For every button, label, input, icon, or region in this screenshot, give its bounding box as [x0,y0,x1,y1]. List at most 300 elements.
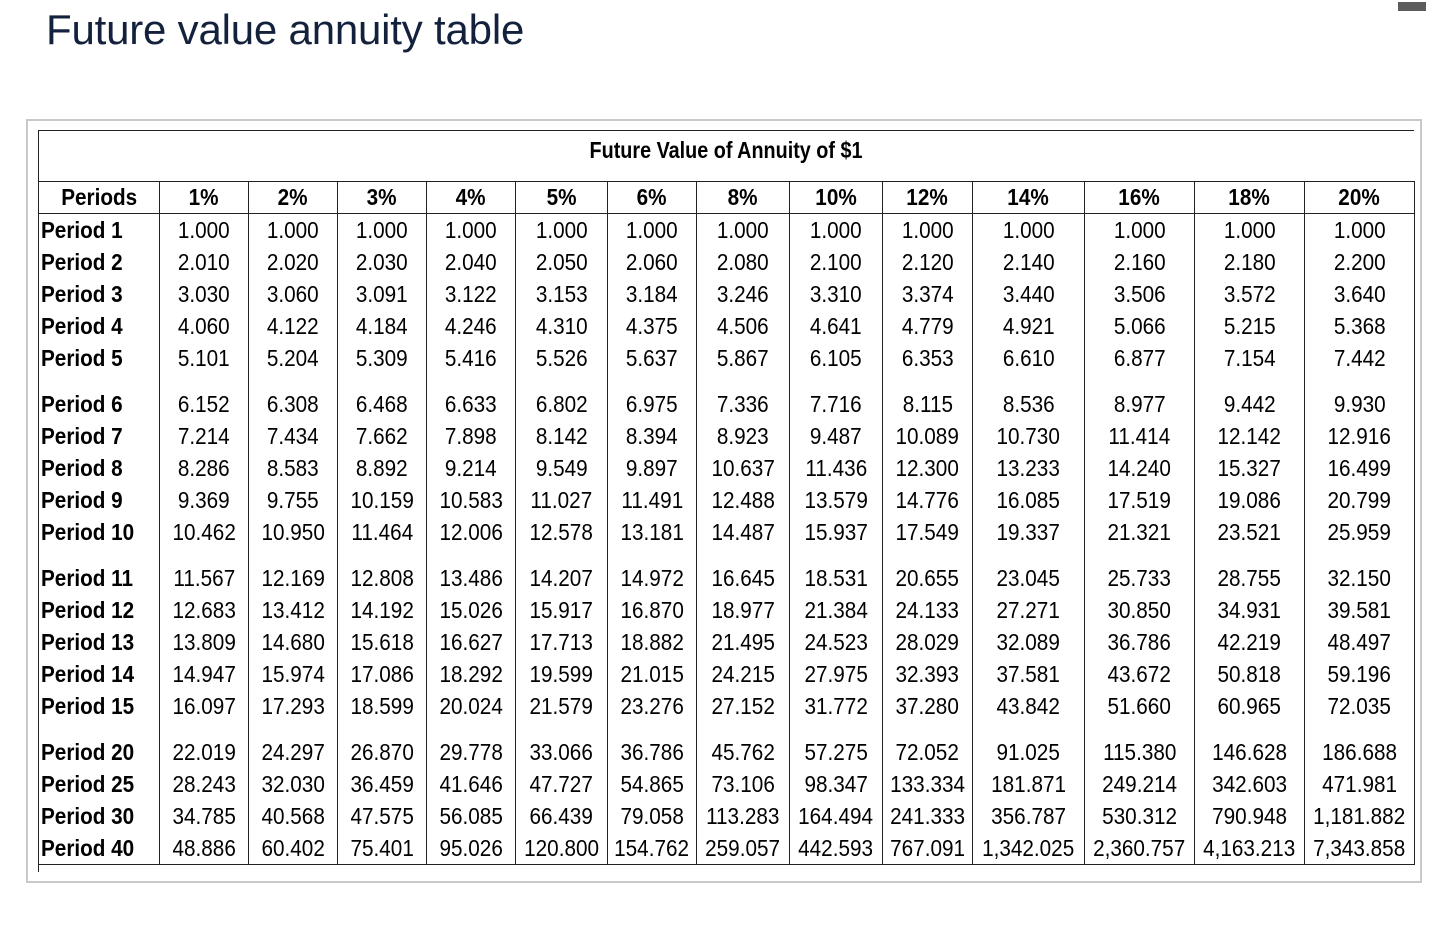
value-cell: 16.645 [697,548,790,594]
rate-header: 20% [1305,182,1415,214]
value-cell: 2.050 [516,246,608,278]
table-row [39,548,1415,594]
period-label: Period 2 [39,246,160,278]
value-cell: 249.214 [1085,768,1195,800]
value-cell: 181.871 [973,768,1085,800]
value-cell: 10.637 [697,452,790,484]
value-cell: 54.865 [608,768,697,800]
value-cell: 530.312 [1085,800,1195,832]
value-cell: 4.506 [697,310,790,342]
value-cell: 4.246 [427,310,516,342]
table-row [39,452,1415,484]
value-cell: 1.000 [1305,214,1415,247]
value-cell: 4.310 [516,310,608,342]
value-cell: 15.974 [249,658,338,690]
value-cell: 12.300 [883,452,973,484]
value-cell: 40.568 [249,800,338,832]
value-cell: 2.020 [249,246,338,278]
periods-header: Periods [39,182,160,214]
value-cell: 9.549 [516,452,608,484]
value-cell: 4.921 [973,310,1085,342]
value-cell: 6.802 [516,374,608,420]
value-cell: 28.243 [160,768,249,800]
value-cell: 73.106 [697,768,790,800]
period-label: Period 12 [39,594,160,626]
value-cell: 7.898 [427,420,516,452]
value-cell: 27.975 [790,658,883,690]
table-row [39,768,1415,800]
value-cell: 2.180 [1195,246,1305,278]
value-cell: 24.523 [790,626,883,658]
value-cell: 1.000 [790,214,883,247]
value-cell: 23.276 [608,690,697,722]
value-cell: 37.581 [973,658,1085,690]
value-cell: 20.024 [427,690,516,722]
value-cell: 2.200 [1305,246,1415,278]
value-cell: 5.416 [427,342,516,374]
value-cell: 12.916 [1305,420,1415,452]
value-cell: 60.402 [249,832,338,865]
value-cell: 9.487 [790,420,883,452]
value-cell: 115.380 [1085,722,1195,768]
minimize-icon[interactable] [1398,2,1426,11]
value-cell: 16.870 [608,594,697,626]
value-cell: 17.519 [1085,484,1195,516]
value-cell: 13.181 [608,516,697,548]
value-cell: 7.716 [790,374,883,420]
period-label: Period 15 [39,690,160,722]
value-cell: 11.567 [160,548,249,594]
value-cell: 34.785 [160,800,249,832]
table-row [39,800,1415,832]
period-label: Period 9 [39,484,160,516]
value-cell: 47.727 [516,768,608,800]
value-cell: 8.583 [249,452,338,484]
value-cell: 56.085 [427,800,516,832]
value-cell: 3.506 [1085,278,1195,310]
value-cell: 30.850 [1085,594,1195,626]
value-cell: 50.818 [1195,658,1305,690]
value-cell: 21.015 [608,658,697,690]
value-cell: 5.867 [697,342,790,374]
value-cell: 5.526 [516,342,608,374]
rate-header: 10% [790,182,883,214]
value-cell: 7.442 [1305,342,1415,374]
value-cell: 241.333 [883,800,973,832]
value-cell: 113.283 [697,800,790,832]
value-cell: 186.688 [1305,722,1415,768]
rate-header: 12% [883,182,973,214]
page-title: Future value annuity table [46,6,525,53]
value-cell: 32.089 [973,626,1085,658]
table-row [39,420,1415,452]
value-cell: 1.000 [973,214,1085,247]
value-cell: 11.436 [790,452,883,484]
period-label: Period 30 [39,800,160,832]
value-cell: 2.060 [608,246,697,278]
period-label: Period 7 [39,420,160,452]
value-cell: 1.000 [338,214,427,247]
value-cell: 31.772 [790,690,883,722]
value-cell: 16.085 [973,484,1085,516]
value-cell: 6.468 [338,374,427,420]
table-row [39,310,1415,342]
value-cell: 15.937 [790,516,883,548]
value-cell: 1.000 [249,214,338,247]
table-row [39,342,1415,374]
value-cell: 1.000 [1195,214,1305,247]
value-cell: 20.655 [883,548,973,594]
period-label: Period 5 [39,342,160,374]
value-cell: 9.755 [249,484,338,516]
value-cell: 15.618 [338,626,427,658]
value-cell: 11.414 [1085,420,1195,452]
value-cell: 4.375 [608,310,697,342]
value-cell: 25.959 [1305,516,1415,548]
value-cell: 7,343.858 [1305,832,1415,865]
value-cell: 37.280 [883,690,973,722]
value-cell: 3.122 [427,278,516,310]
value-cell: 14.947 [160,658,249,690]
value-cell: 10.950 [249,516,338,548]
value-cell: 24.297 [249,722,338,768]
value-cell: 8.977 [1085,374,1195,420]
value-cell: 51.660 [1085,690,1195,722]
value-cell: 4,163.213 [1195,832,1305,865]
value-cell: 14.972 [608,548,697,594]
value-cell: 2.160 [1085,246,1195,278]
value-cell: 11.027 [516,484,608,516]
table-body [39,214,1415,865]
period-label: Period 25 [39,768,160,800]
value-cell: 20.799 [1305,484,1415,516]
value-cell: 98.347 [790,768,883,800]
value-cell: 66.439 [516,800,608,832]
value-cell: 5.215 [1195,310,1305,342]
value-cell: 18.599 [338,690,427,722]
value-cell: 14.487 [697,516,790,548]
value-cell: 6.610 [973,342,1085,374]
value-cell: 33.066 [516,722,608,768]
value-cell: 8.286 [160,452,249,484]
rate-header: 16% [1085,182,1195,214]
value-cell: 32.030 [249,768,338,800]
value-cell: 120.800 [516,832,608,865]
value-cell: 5.204 [249,342,338,374]
value-cell: 8.536 [973,374,1085,420]
period-label: Period 40 [39,832,160,865]
value-cell: 19.599 [516,658,608,690]
value-cell: 1.000 [427,214,516,247]
value-cell: 16.627 [427,626,516,658]
value-cell: 23.045 [973,548,1085,594]
value-cell: 13.233 [973,452,1085,484]
value-cell: 8.115 [883,374,973,420]
value-cell: 3.060 [249,278,338,310]
period-label: Period 10 [39,516,160,548]
period-label: Period 6 [39,374,160,420]
rate-header: 6% [608,182,697,214]
rate-header: 14% [973,182,1085,214]
value-cell: 10.462 [160,516,249,548]
value-cell: 19.337 [973,516,1085,548]
value-cell: 79.058 [608,800,697,832]
rate-header: 18% [1195,182,1305,214]
value-cell: 17.086 [338,658,427,690]
period-label: Period 20 [39,722,160,768]
value-cell: 14.680 [249,626,338,658]
value-cell: 10.730 [973,420,1085,452]
value-cell: 42.219 [1195,626,1305,658]
value-cell: 9.214 [427,452,516,484]
value-cell: 14.192 [338,594,427,626]
table-row [39,374,1415,420]
value-cell: 28.755 [1195,548,1305,594]
value-cell: 2.140 [973,246,1085,278]
value-cell: 13.809 [160,626,249,658]
value-cell: 15.026 [427,594,516,626]
period-label: Period 14 [39,658,160,690]
value-cell: 14.207 [516,548,608,594]
value-cell: 57.275 [790,722,883,768]
value-cell: 767.091 [883,832,973,865]
value-cell: 1.000 [608,214,697,247]
value-cell: 3.030 [160,278,249,310]
value-cell: 18.977 [697,594,790,626]
value-cell: 11.464 [338,516,427,548]
table-row [39,658,1415,690]
value-cell: 259.057 [697,832,790,865]
table-row [39,278,1415,310]
value-cell: 18.531 [790,548,883,594]
rate-header: 4% [427,182,516,214]
value-cell: 12.142 [1195,420,1305,452]
annuity-table [38,181,1415,865]
value-cell: 8.142 [516,420,608,452]
value-cell: 72.035 [1305,690,1415,722]
value-cell: 29.778 [427,722,516,768]
value-cell: 39.581 [1305,594,1415,626]
value-cell: 3.310 [790,278,883,310]
value-cell: 10.089 [883,420,973,452]
value-cell: 14.240 [1085,452,1195,484]
value-cell: 7.154 [1195,342,1305,374]
value-cell: 21.495 [697,626,790,658]
value-cell: 32.150 [1305,548,1415,594]
value-cell: 22.019 [160,722,249,768]
value-cell: 2,360.757 [1085,832,1195,865]
value-cell: 3.440 [973,278,1085,310]
period-label: Period 8 [39,452,160,484]
table-row [39,594,1415,626]
value-cell: 3.246 [697,278,790,310]
header-row [39,182,1415,214]
value-cell: 95.026 [427,832,516,865]
value-cell: 6.877 [1085,342,1195,374]
rate-header: 3% [338,182,427,214]
rate-header: 2% [249,182,338,214]
value-cell: 21.321 [1085,516,1195,548]
value-cell: 5.066 [1085,310,1195,342]
value-cell: 3.640 [1305,278,1415,310]
value-cell: 790.948 [1195,800,1305,832]
value-cell: 4.779 [883,310,973,342]
table-row [39,516,1415,548]
value-cell: 3.572 [1195,278,1305,310]
value-cell: 154.762 [608,832,697,865]
value-cell: 2.030 [338,246,427,278]
value-cell: 36.786 [1085,626,1195,658]
value-cell: 2.010 [160,246,249,278]
value-cell: 146.628 [1195,722,1305,768]
value-cell: 6.353 [883,342,973,374]
value-cell: 7.434 [249,420,338,452]
value-cell: 13.486 [427,548,516,594]
period-label: Period 13 [39,626,160,658]
value-cell: 11.491 [608,484,697,516]
value-cell: 17.293 [249,690,338,722]
table-row [39,722,1415,768]
value-cell: 8.394 [608,420,697,452]
value-cell: 45.762 [697,722,790,768]
value-cell: 1.000 [883,214,973,247]
value-cell: 48.886 [160,832,249,865]
value-cell: 17.549 [883,516,973,548]
value-cell: 2.040 [427,246,516,278]
value-cell: 17.713 [516,626,608,658]
value-cell: 25.733 [1085,548,1195,594]
value-cell: 342.603 [1195,768,1305,800]
value-cell: 12.578 [516,516,608,548]
value-cell: 1,342.025 [973,832,1085,865]
value-cell: 19.086 [1195,484,1305,516]
value-cell: 8.892 [338,452,427,484]
rate-header: 8% [697,182,790,214]
value-cell: 28.029 [883,626,973,658]
value-cell: 1.000 [516,214,608,247]
value-cell: 9.442 [1195,374,1305,420]
table-caption: Future Value of Annuity of $1 [589,137,863,163]
value-cell: 15.327 [1195,452,1305,484]
table-row [39,690,1415,722]
value-cell: 10.583 [427,484,516,516]
value-cell: 10.159 [338,484,427,516]
value-cell: 18.292 [427,658,516,690]
value-cell: 2.080 [697,246,790,278]
value-cell: 9.369 [160,484,249,516]
table-row [39,246,1415,278]
value-cell: 2.100 [790,246,883,278]
value-cell: 6.308 [249,374,338,420]
value-cell: 59.196 [1305,658,1415,690]
value-cell: 18.882 [608,626,697,658]
value-cell: 72.052 [883,722,973,768]
value-cell: 43.672 [1085,658,1195,690]
value-cell: 14.776 [883,484,973,516]
value-cell: 12.169 [249,548,338,594]
value-cell: 442.593 [790,832,883,865]
value-cell: 43.842 [973,690,1085,722]
table-row [39,484,1415,516]
value-cell: 36.459 [338,768,427,800]
value-cell: 75.401 [338,832,427,865]
value-cell: 7.662 [338,420,427,452]
value-cell: 6.105 [790,342,883,374]
value-cell: 34.931 [1195,594,1305,626]
value-cell: 41.646 [427,768,516,800]
value-cell: 36.786 [608,722,697,768]
value-cell: 13.579 [790,484,883,516]
value-cell: 1.000 [697,214,790,247]
value-cell: 8.923 [697,420,790,452]
period-label: Period 11 [39,548,160,594]
value-cell: 356.787 [973,800,1085,832]
value-cell: 21.384 [790,594,883,626]
value-cell: 26.870 [338,722,427,768]
rate-header: 5% [516,182,608,214]
value-cell: 5.101 [160,342,249,374]
value-cell: 6.633 [427,374,516,420]
value-cell: 4.060 [160,310,249,342]
value-cell: 7.214 [160,420,249,452]
value-cell: 7.336 [697,374,790,420]
value-cell: 24.215 [697,658,790,690]
table-row [39,626,1415,658]
value-cell: 1,181.882 [1305,800,1415,832]
value-cell: 21.579 [516,690,608,722]
value-cell: 16.499 [1305,452,1415,484]
value-cell: 24.133 [883,594,973,626]
value-cell: 15.917 [516,594,608,626]
period-label: Period 1 [39,214,160,247]
value-cell: 48.497 [1305,626,1415,658]
value-cell: 9.930 [1305,374,1415,420]
value-cell: 3.091 [338,278,427,310]
value-cell: 4.184 [338,310,427,342]
value-cell: 5.368 [1305,310,1415,342]
value-cell: 3.184 [608,278,697,310]
value-cell: 12.808 [338,548,427,594]
value-cell: 471.981 [1305,768,1415,800]
value-cell: 91.025 [973,722,1085,768]
value-cell: 16.097 [160,690,249,722]
period-label: Period 4 [39,310,160,342]
value-cell: 3.374 [883,278,973,310]
value-cell: 12.683 [160,594,249,626]
value-cell: 23.521 [1195,516,1305,548]
value-cell: 5.637 [608,342,697,374]
value-cell: 27.271 [973,594,1085,626]
value-cell: 4.641 [790,310,883,342]
value-cell: 1.000 [160,214,249,247]
value-cell: 1.000 [1085,214,1195,247]
value-cell: 6.975 [608,374,697,420]
value-cell: 6.152 [160,374,249,420]
value-cell: 47.575 [338,800,427,832]
table-row [39,832,1415,865]
value-cell: 32.393 [883,658,973,690]
value-cell: 60.965 [1195,690,1305,722]
value-cell: 164.494 [790,800,883,832]
table-row [39,214,1415,247]
value-cell: 5.309 [338,342,427,374]
value-cell: 133.334 [883,768,973,800]
period-label: Period 3 [39,278,160,310]
value-cell: 4.122 [249,310,338,342]
rate-header: 1% [160,182,249,214]
value-cell: 2.120 [883,246,973,278]
value-cell: 12.006 [427,516,516,548]
